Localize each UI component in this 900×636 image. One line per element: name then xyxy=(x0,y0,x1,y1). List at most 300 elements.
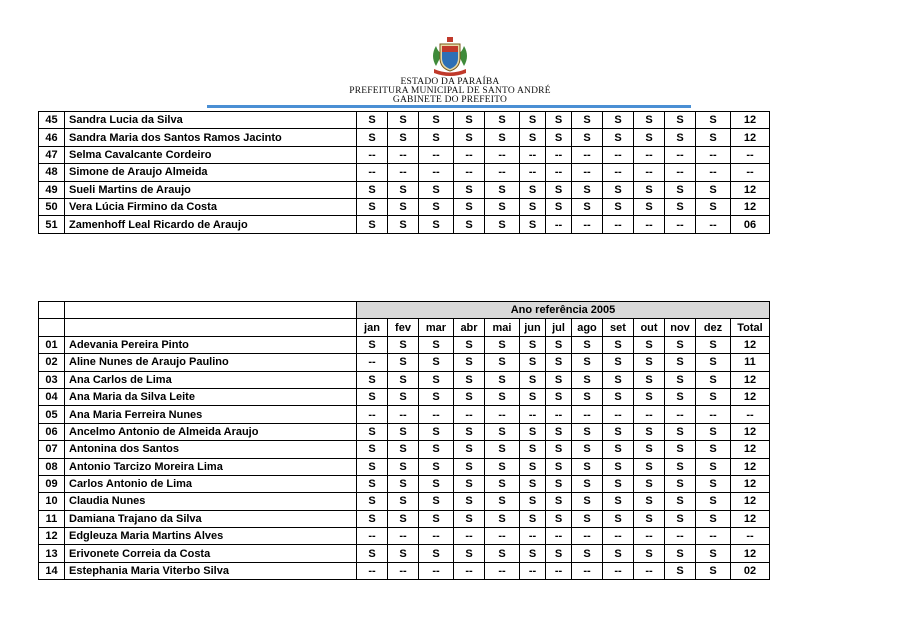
month-cell: S xyxy=(520,181,546,198)
month-cell: S xyxy=(634,493,665,510)
employee-name: Simone de Araujo Almeida xyxy=(65,164,357,181)
table-row xyxy=(39,112,770,129)
month-cell: -- xyxy=(603,216,634,233)
month-cell: S xyxy=(419,216,454,233)
row-number: 45 xyxy=(39,112,65,129)
month-cell: S xyxy=(634,354,665,371)
total-cell: -- xyxy=(731,164,770,181)
table-row xyxy=(39,216,770,233)
month-cell: S xyxy=(388,388,419,405)
month-cell: -- xyxy=(546,216,572,233)
employee-name: Carlos Antonio de Lima xyxy=(65,475,357,492)
month-cell: -- xyxy=(634,146,665,163)
month-header: mai xyxy=(485,319,520,336)
total-cell: -- xyxy=(731,146,770,163)
month-cell: S xyxy=(485,336,520,353)
month-cell: S xyxy=(634,388,665,405)
table-row xyxy=(39,441,770,458)
month-cell: -- xyxy=(546,528,572,545)
month-cell: S xyxy=(485,545,520,562)
month-cell: -- xyxy=(696,528,731,545)
total-cell: -- xyxy=(731,406,770,423)
month-cell: S xyxy=(634,545,665,562)
month-cell: -- xyxy=(696,216,731,233)
employee-name: Adevania Pereira Pinto xyxy=(65,336,357,353)
month-cell: S xyxy=(696,493,731,510)
total-cell: 12 xyxy=(731,181,770,198)
month-cell: S xyxy=(665,423,696,440)
month-cell: S xyxy=(485,475,520,492)
month-cell: S xyxy=(419,441,454,458)
month-cell: -- xyxy=(696,406,731,423)
table-row xyxy=(39,371,770,388)
month-cell: S xyxy=(520,354,546,371)
month-cell: S xyxy=(520,423,546,440)
month-cell: S xyxy=(603,441,634,458)
month-cell: S xyxy=(546,545,572,562)
total-cell: 12 xyxy=(731,388,770,405)
month-cell: S xyxy=(388,423,419,440)
total-cell: 12 xyxy=(731,441,770,458)
month-cell: S xyxy=(419,423,454,440)
table-row xyxy=(39,528,770,545)
total-cell: 12 xyxy=(731,458,770,475)
month-cell: -- xyxy=(419,146,454,163)
month-cell: S xyxy=(520,441,546,458)
header-blank-cell xyxy=(65,319,357,336)
total-cell: 12 xyxy=(731,475,770,492)
month-cell: -- xyxy=(665,528,696,545)
total-cell: 12 xyxy=(731,545,770,562)
month-cell: S xyxy=(454,198,485,215)
total-cell: 12 xyxy=(731,493,770,510)
month-cell: S xyxy=(357,441,388,458)
month-cell: S xyxy=(388,475,419,492)
month-cell: -- xyxy=(357,354,388,371)
employee-name: Antonina dos Santos xyxy=(65,441,357,458)
reference-year-label: Ano referência 2005 xyxy=(357,302,770,319)
month-cell: S xyxy=(419,475,454,492)
month-cell: S xyxy=(357,458,388,475)
month-cell: S xyxy=(454,354,485,371)
month-cell: -- xyxy=(419,164,454,181)
total-cell: 06 xyxy=(731,216,770,233)
month-cell: S xyxy=(485,510,520,527)
month-cell: S xyxy=(572,510,603,527)
month-cell: S xyxy=(357,181,388,198)
month-cell: S xyxy=(388,112,419,129)
employee-name: Aline Nunes de Araujo Paulino xyxy=(65,354,357,371)
month-header: set xyxy=(603,319,634,336)
employee-name: Sandra Maria dos Santos Ramos Jacinto xyxy=(65,129,357,146)
month-cell: S xyxy=(696,388,731,405)
total-cell: 12 xyxy=(731,371,770,388)
month-cell: S xyxy=(388,129,419,146)
total-cell: 12 xyxy=(731,112,770,129)
month-cell: S xyxy=(357,423,388,440)
row-number: 01 xyxy=(39,336,65,353)
month-header: out xyxy=(634,319,665,336)
month-cell: S xyxy=(665,475,696,492)
month-cell: S xyxy=(634,475,665,492)
month-cell: -- xyxy=(520,164,546,181)
month-cell: -- xyxy=(696,146,731,163)
month-header: ago xyxy=(572,319,603,336)
month-cell: S xyxy=(520,336,546,353)
month-cell: S xyxy=(572,493,603,510)
month-cell: S xyxy=(419,354,454,371)
month-cell: -- xyxy=(603,562,634,579)
row-number: 06 xyxy=(39,423,65,440)
month-cell: S xyxy=(603,198,634,215)
month-cell: S xyxy=(665,129,696,146)
month-cell: S xyxy=(419,510,454,527)
month-cell: S xyxy=(665,198,696,215)
month-cell: S xyxy=(419,129,454,146)
row-number: 50 xyxy=(39,198,65,215)
month-cell: S xyxy=(419,336,454,353)
table-row xyxy=(39,336,770,353)
month-cell: -- xyxy=(454,562,485,579)
month-cell: S xyxy=(665,336,696,353)
header-blank-cell xyxy=(39,302,65,319)
month-cell: -- xyxy=(454,528,485,545)
month-cell: -- xyxy=(546,562,572,579)
row-number: 08 xyxy=(39,458,65,475)
month-header: abr xyxy=(454,319,485,336)
month-cell: S xyxy=(603,336,634,353)
total-cell: 02 xyxy=(731,562,770,579)
month-cell: -- xyxy=(520,562,546,579)
header-office: GABINETE DO PREFEITO xyxy=(392,95,508,105)
row-number: 10 xyxy=(39,493,65,510)
month-cell: -- xyxy=(572,406,603,423)
month-cell: S xyxy=(454,181,485,198)
month-cell: S xyxy=(634,371,665,388)
month-cell: S xyxy=(485,354,520,371)
header-divider xyxy=(207,105,691,108)
month-cell: S xyxy=(388,354,419,371)
month-cell: S xyxy=(603,545,634,562)
total-cell: 12 xyxy=(731,510,770,527)
month-cell: -- xyxy=(454,164,485,181)
month-cell: S xyxy=(485,493,520,510)
header-prefecture: PREFEITURA MUNICIPAL DE SANTO ANDRÉ xyxy=(349,86,551,96)
table-row xyxy=(39,493,770,510)
month-cell: S xyxy=(634,458,665,475)
month-cell: S xyxy=(485,216,520,233)
month-cell: -- xyxy=(603,528,634,545)
row-number: 09 xyxy=(39,475,65,492)
month-cell: -- xyxy=(572,164,603,181)
month-cell: S xyxy=(665,354,696,371)
header-blank-cell xyxy=(39,319,65,336)
month-cell: S xyxy=(520,545,546,562)
month-cell: S xyxy=(388,545,419,562)
month-cell: -- xyxy=(546,146,572,163)
row-number: 13 xyxy=(39,545,65,562)
header-blank-cell xyxy=(65,302,357,319)
month-cell: -- xyxy=(665,216,696,233)
header-row-months xyxy=(39,319,770,336)
row-number: 05 xyxy=(39,406,65,423)
month-cell: S xyxy=(634,336,665,353)
month-cell: -- xyxy=(485,528,520,545)
month-cell: S xyxy=(388,510,419,527)
month-cell: S xyxy=(634,198,665,215)
month-cell: S xyxy=(696,129,731,146)
month-cell: S xyxy=(572,371,603,388)
month-cell: S xyxy=(546,198,572,215)
month-cell: S xyxy=(665,545,696,562)
total-cell: 11 xyxy=(731,354,770,371)
month-cell: -- xyxy=(388,528,419,545)
month-cell: -- xyxy=(634,528,665,545)
month-cell: -- xyxy=(357,528,388,545)
coat-of-arms-icon xyxy=(428,36,472,78)
month-cell: S xyxy=(454,493,485,510)
month-cell: S xyxy=(419,198,454,215)
month-cell: S xyxy=(665,112,696,129)
month-cell: -- xyxy=(357,146,388,163)
table-row xyxy=(39,458,770,475)
month-cell: S xyxy=(419,181,454,198)
month-cell: -- xyxy=(357,562,388,579)
month-cell: S xyxy=(603,458,634,475)
row-number: 14 xyxy=(39,562,65,579)
month-header: mar xyxy=(419,319,454,336)
month-cell: S xyxy=(634,510,665,527)
month-cell: S xyxy=(485,198,520,215)
month-cell: -- xyxy=(388,164,419,181)
month-cell: S xyxy=(388,181,419,198)
month-cell: S xyxy=(520,475,546,492)
month-cell: S xyxy=(696,441,731,458)
month-cell: S xyxy=(357,475,388,492)
month-cell: S xyxy=(357,198,388,215)
month-cell: -- xyxy=(634,164,665,181)
month-cell: S xyxy=(546,336,572,353)
total-cell: -- xyxy=(731,528,770,545)
month-cell: -- xyxy=(520,528,546,545)
month-cell: -- xyxy=(665,164,696,181)
month-cell: S xyxy=(572,129,603,146)
month-cell: S xyxy=(520,112,546,129)
month-cell: S xyxy=(603,510,634,527)
month-header: Total xyxy=(731,319,770,336)
month-cell: S xyxy=(634,423,665,440)
month-cell: S xyxy=(357,388,388,405)
month-cell: S xyxy=(454,475,485,492)
month-cell: S xyxy=(485,112,520,129)
month-cell: S xyxy=(388,336,419,353)
month-cell: S xyxy=(419,458,454,475)
month-cell: S xyxy=(546,493,572,510)
month-cell: S xyxy=(419,493,454,510)
month-cell: S xyxy=(520,388,546,405)
month-cell: S xyxy=(388,216,419,233)
month-cell: S xyxy=(454,388,485,405)
month-cell: S xyxy=(572,458,603,475)
month-cell: -- xyxy=(546,406,572,423)
table-row xyxy=(39,164,770,181)
month-cell: -- xyxy=(603,164,634,181)
row-number: 11 xyxy=(39,510,65,527)
month-cell: S xyxy=(696,198,731,215)
employee-name: Ana Maria da Silva Leite xyxy=(65,388,357,405)
employee-name: Selma Cavalcante Cordeiro xyxy=(65,146,357,163)
month-cell: -- xyxy=(485,562,520,579)
month-cell: S xyxy=(520,510,546,527)
month-cell: S xyxy=(572,441,603,458)
month-header: dez xyxy=(696,319,731,336)
month-cell: S xyxy=(419,545,454,562)
month-cell: -- xyxy=(485,164,520,181)
total-cell: 12 xyxy=(731,129,770,146)
table-row xyxy=(39,406,770,423)
month-cell: S xyxy=(357,510,388,527)
row-number: 04 xyxy=(39,388,65,405)
month-cell: S xyxy=(603,493,634,510)
month-cell: S xyxy=(546,458,572,475)
month-cell: S xyxy=(603,354,634,371)
employee-name: Sueli Martins de Araujo xyxy=(65,181,357,198)
month-cell: S xyxy=(454,129,485,146)
month-cell: S xyxy=(665,441,696,458)
month-cell: S xyxy=(696,510,731,527)
month-cell: S xyxy=(520,216,546,233)
month-cell: S xyxy=(357,112,388,129)
table-row xyxy=(39,354,770,371)
month-cell: S xyxy=(454,216,485,233)
document-header xyxy=(0,36,900,105)
month-cell: -- xyxy=(603,406,634,423)
month-cell: -- xyxy=(634,562,665,579)
attendance-table-2005 xyxy=(38,301,770,580)
month-cell: S xyxy=(357,545,388,562)
month-cell: S xyxy=(485,423,520,440)
employee-name: Damiana Trajano da Silva xyxy=(65,510,357,527)
month-cell: S xyxy=(546,112,572,129)
month-cell: -- xyxy=(665,146,696,163)
month-cell: S xyxy=(603,475,634,492)
month-cell: S xyxy=(696,354,731,371)
employee-name: Erivonete Correia da Costa xyxy=(65,545,357,562)
month-cell: S xyxy=(419,112,454,129)
month-cell: S xyxy=(665,371,696,388)
month-cell: S xyxy=(485,458,520,475)
employee-name: Edgleuza Maria Martins Alves xyxy=(65,528,357,545)
month-cell: S xyxy=(388,198,419,215)
month-cell: S xyxy=(454,112,485,129)
month-cell: S xyxy=(696,545,731,562)
month-cell: S xyxy=(357,493,388,510)
month-cell: S xyxy=(454,458,485,475)
month-cell: S xyxy=(696,371,731,388)
month-cell: S xyxy=(454,510,485,527)
month-cell: S xyxy=(665,510,696,527)
table-row xyxy=(39,562,770,579)
month-cell: S xyxy=(419,388,454,405)
table-row xyxy=(39,146,770,163)
month-cell: -- xyxy=(454,146,485,163)
employee-name: Vera Lúcia Firmino da Costa xyxy=(65,198,357,215)
month-cell: S xyxy=(696,458,731,475)
month-cell: S xyxy=(520,493,546,510)
row-number: 48 xyxy=(39,164,65,181)
month-cell: -- xyxy=(419,406,454,423)
employee-name: Antonio Tarcizo Moreira Lima xyxy=(65,458,357,475)
employee-name: Claudia Nunes xyxy=(65,493,357,510)
month-cell: -- xyxy=(485,406,520,423)
month-cell: -- xyxy=(388,562,419,579)
table-row xyxy=(39,388,770,405)
table-row xyxy=(39,423,770,440)
month-cell: S xyxy=(696,336,731,353)
table-row xyxy=(39,181,770,198)
month-cell: -- xyxy=(388,146,419,163)
total-cell: 12 xyxy=(731,423,770,440)
month-cell: -- xyxy=(572,146,603,163)
month-cell: -- xyxy=(357,406,388,423)
month-cell: S xyxy=(546,181,572,198)
month-cell: -- xyxy=(572,528,603,545)
month-cell: S xyxy=(665,493,696,510)
month-cell: S xyxy=(603,371,634,388)
row-number: 47 xyxy=(39,146,65,163)
row-number: 03 xyxy=(39,371,65,388)
month-cell: -- xyxy=(634,406,665,423)
attendance-table-continued xyxy=(38,111,770,234)
month-cell: S xyxy=(696,181,731,198)
row-number: 02 xyxy=(39,354,65,371)
month-cell: S xyxy=(485,388,520,405)
month-cell: S xyxy=(665,562,696,579)
employee-name: Sandra Lucia da Silva xyxy=(65,112,357,129)
total-cell: 12 xyxy=(731,198,770,215)
month-cell: S xyxy=(572,354,603,371)
month-cell: -- xyxy=(454,406,485,423)
month-cell: S xyxy=(546,475,572,492)
month-cell: S xyxy=(520,129,546,146)
month-cell: S xyxy=(520,371,546,388)
month-cell: S xyxy=(546,510,572,527)
employee-name: Ana Carlos de Lima xyxy=(65,371,357,388)
month-cell: S xyxy=(603,423,634,440)
month-cell: S xyxy=(696,562,731,579)
month-cell: S xyxy=(572,336,603,353)
month-cell: S xyxy=(572,475,603,492)
month-cell: S xyxy=(634,129,665,146)
month-cell: S xyxy=(634,181,665,198)
month-header: nov xyxy=(665,319,696,336)
month-header: jan xyxy=(357,319,388,336)
month-cell: S xyxy=(357,371,388,388)
month-cell: S xyxy=(485,371,520,388)
month-cell: S xyxy=(388,493,419,510)
employee-name: Ana Maria Ferreira Nunes xyxy=(65,406,357,423)
month-cell: -- xyxy=(388,406,419,423)
month-cell: S xyxy=(665,458,696,475)
month-cell: S xyxy=(696,112,731,129)
month-cell: S xyxy=(546,423,572,440)
table-row xyxy=(39,198,770,215)
month-cell: S xyxy=(634,441,665,458)
month-cell: S xyxy=(388,371,419,388)
month-cell: -- xyxy=(634,216,665,233)
month-cell: S xyxy=(572,112,603,129)
month-cell: S xyxy=(454,545,485,562)
